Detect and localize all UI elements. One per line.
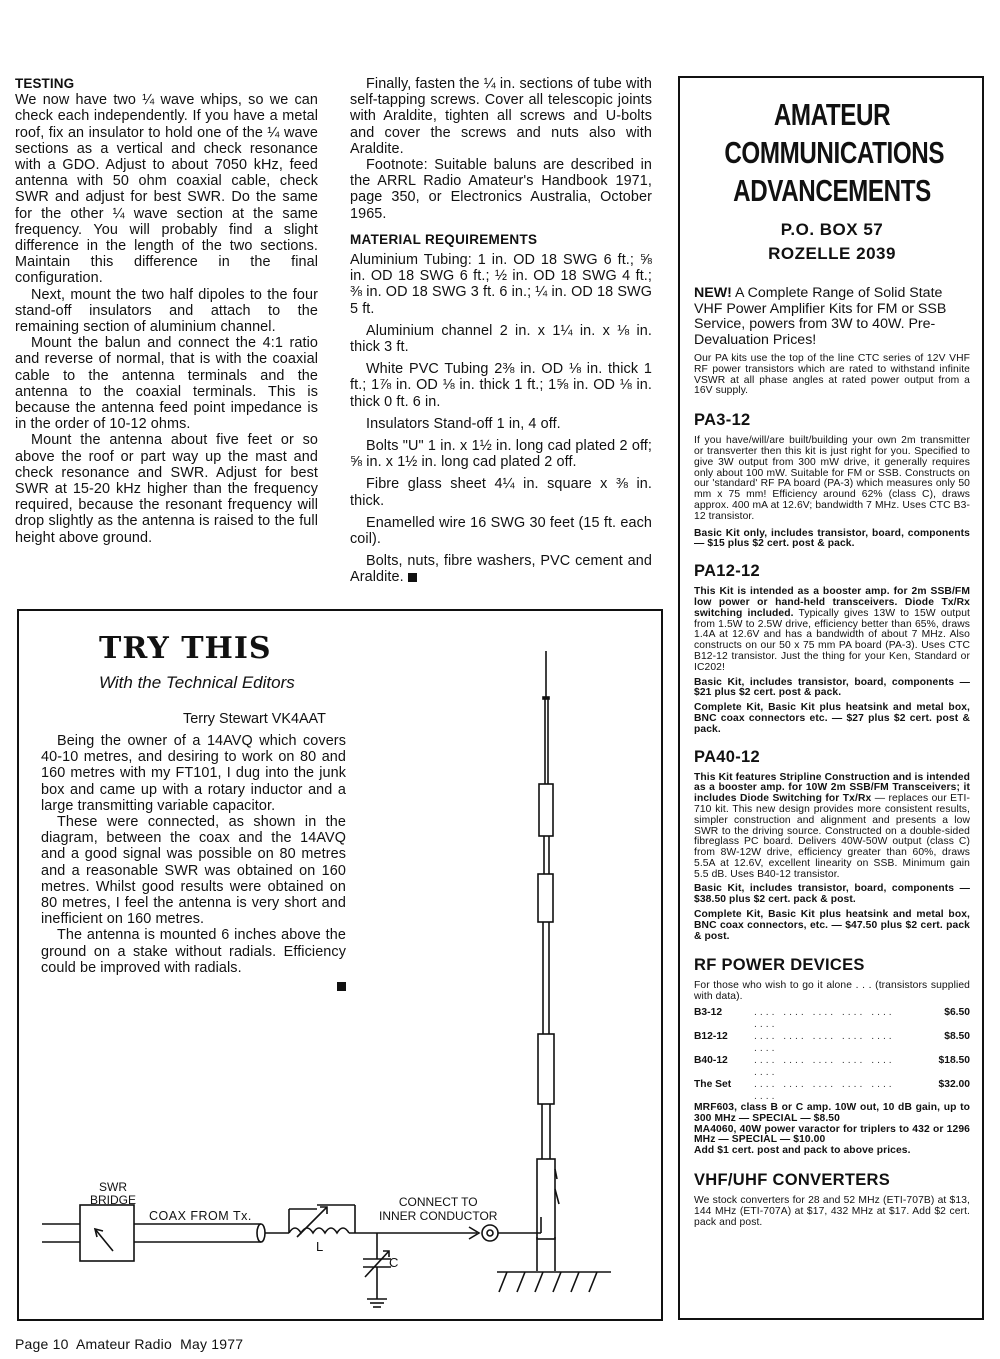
paragraph: We now have two ¼ wave whips, so we can check each independently. If you have a metal roof, fix an insulator to hold one of the ¼ wave sections as a vertical and check resonance with a GDO. Adjust to about 7050 kHz, feed antenna with 50 ohm coaxial cable, check SWR and adjust for best SWR. Do the same for the other ¼ wave section at the same frequency. You will probably find a slight difference in the length of the two sections. Maintain this difference in the final configuration.: [15, 92, 318, 287]
coax-label: COAX FROM Tx.: [149, 1209, 252, 1223]
end-of-article-mark: [408, 573, 417, 582]
vhf-uhf-converters-text: We stock converters for 28 and 52 MHz (ETI-707B) at $13, 144 MHz (ETI-707A) at $17, 432 MHz at $17. Add $2 cert. pack and post.: [694, 1195, 970, 1228]
material-item: Enamelled wire 16 SWG 30 feet (15 ft. each coil).: [350, 514, 652, 548]
rf-intro: For those who wish to go it alone . . . (transistors supplied with data).: [694, 980, 970, 1003]
article-column-1: [15, 76, 318, 546]
article-column-2: [350, 76, 652, 586]
paragraph: Mount the antenna about five feet or so above the roof or part way up the mast and check resonance and SWR. Adjust for best SWR at 15-20 kHz higher than the frequency required, because the resonant frequency will drop slightly as the antenna is raised to the full height above ground.: [15, 432, 318, 546]
coax-cable: [134, 1224, 289, 1242]
vertical-antenna: [537, 651, 559, 1239]
material-item: White PVC Tubing 2⅜ in. OD ⅛ in. thick 1 ft.; 1⅞ in. OD ⅛ in. thick 1 ft.; 1⅝ in. OD ⅛ in. thick 0 ft. 6 in.: [350, 361, 652, 410]
paragraph: Mount the balun and connect the 4:1 ratio and reverse of normal, that is with the coaxial cable to the antenna terminals and the antenna to the coaxial terminals. This is because the antenna feed point impedance is in the order of 10-12 ohms.: [15, 335, 318, 433]
pa3-heading: PA3-12: [694, 411, 751, 430]
section-heading-testing: TESTING: [15, 76, 75, 91]
footnote: Footnote: Suitable baluns are described in the ARRL Radio Amateur's Handbook 1971, page 350, or Electronics Australia, October 1965.: [350, 157, 652, 222]
swr-bridge: [42, 1205, 134, 1261]
rf-power-devices-heading: RF POWER DEVICES: [694, 956, 865, 975]
paragraph: Next, mount the two half dipoles to the four stand-off insulators and attach to the remaining section of aluminium channel.: [15, 286, 318, 336]
material-item: Fibre glass sheet 4¼ in. square x ⅜ in. thick.: [350, 476, 652, 509]
paragraph: Finally, fasten the ¼ in. sections of tube with self-tapping screws. Cover all telescopic joints with Araldite, tighten all screws and U-bolts and cover the screws and nuts also with Araldite.: [350, 76, 652, 157]
pa40-kit-price-basic: Basic Kit, includes transistor, board, components — $38.50 plus $2 cert. pack & post.: [694, 883, 970, 906]
inductor-label: L: [316, 1239, 324, 1254]
pa12-kit-price-basic: Basic Kit, includes transistor, board, components — $21 plus $2 cert. post & pack.: [694, 676, 970, 699]
try-this-box: [17, 609, 663, 1321]
material-item: Aluminium Tubing: 1 in. OD 18 SWG 6 ft.; ⅝ in. OD 18 SWG 6 ft.; ½ in. OD 18 SWG 4 ft.; ⅜ in. OD 18 SWG 3 ft. 6 in.; ¼ in. OD 18 SWG 5 ft.: [350, 252, 652, 317]
ad-title-line-1: AMATEUR: [773, 97, 891, 132]
pa12-kit-price-complete: Complete Kit, Basic Kit plus heatsink and metal box, BNC coax connectors etc. — $27 plus $2 cert. post & pack.: [694, 702, 970, 735]
paragraph: The antenna is mounted 6 inches above the ground on a stake without radials. Efficiency could be improved with radials.: [41, 927, 346, 976]
ad-title-line-2: COMMUNICATIONS: [724, 135, 945, 170]
paragraph: Being the owner of a 14AVQ which covers 40-10 metres, and desiring to work on 80 and 160 metres with my FT101, I dug into the junk box and came up with a rotary inductor and a large transmitting variable capacitor.: [41, 733, 346, 814]
material-requirements-heading: MATERIAL REQUIREMENTS: [350, 231, 538, 247]
page-footer: Page 10 Amateur Radio May 1977: [15, 1336, 244, 1352]
swr-label: SWR BRIDGE: [90, 1180, 137, 1207]
capacitor-symbol: [363, 1233, 391, 1307]
ad-address-line-2: ROZELLE 2039: [768, 244, 896, 263]
pa40-heading: PA40-12: [694, 747, 760, 766]
connect-label: CONNECT TO INNER CONDUCTOR: [379, 1195, 498, 1223]
pa40-kit-price-complete: Complete Kit, Basic Kit plus heatsink and metal box, BNC coax connectors, etc. — $47.50 plus $2 cert. pack & post.: [694, 909, 970, 942]
advertisement-box: [678, 76, 984, 1320]
pa3-kit-price: Basic Kit only, includes transistor, board, components — $15 plus $2 cert. post & pack.: [694, 527, 970, 550]
ma4060-offer: MA4060, 40W power varactor for triplers to 432 or 1296 MHz — SPECIAL — $10.00: [694, 1123, 970, 1146]
pa12-heading: PA12-12: [694, 562, 760, 581]
material-item: Aluminium channel 2 in. x 1¼ in. x ⅛ in. thick 3 ft.: [350, 322, 652, 356]
vhf-uhf-converters-heading: VHF/UHF CONVERTERS: [694, 1171, 891, 1190]
ad-title-line-3: ADVANCEMENTS: [733, 173, 931, 208]
material-item: Bolts "U" 1 in. x 1½ in. long cad plated 2 off; ⅝ in. x 1½ in. long cad plated 2 off.: [350, 438, 652, 471]
capacitor-label: C: [389, 1255, 399, 1270]
price-row: B40-12 .... .... .... .... .... .... $18.50: [694, 1055, 970, 1079]
ad-new-announcement: NEW! A Complete Range of Solid State VHF Power Amplifier Kits for FM or SSB Service, powers from 3W to 40W. Pre-Devaluation Prices!: [694, 285, 947, 348]
mrf603-offer: MRF603, class B or C amp. 10W out, 10 dB gain, up to 300 MHz — SPECIAL — $8.50: [694, 1102, 970, 1124]
price-row: B3-12 .... .... .... .... .... .... $6.50: [694, 1007, 970, 1031]
price-row: The Set .... .... .... .... .... .... $32.00: [694, 1079, 970, 1103]
try-this-subtitle: With the Technical Editors: [99, 673, 295, 692]
ground-stake: [497, 1237, 611, 1292]
material-item: Insulators Stand-off 1 in, 4 off.: [366, 415, 561, 432]
ad-intro: Our PA kits use the top of the line CTC series of 12V VHF RF power transistors which are rated to withstand infinite VSWR at all phase angles at rated power output from a 16V supply.: [694, 353, 970, 397]
author: Terry Stewart VK4AAT: [183, 711, 326, 727]
material-item: Bolts, nuts, fibre washers, PVC cement and Araldite.: [350, 553, 652, 586]
pa40-description: This Kit features Stripline Construction and is intended as a booster amp. for 10W 2m SSB/FM Transceivers; it includes Diode Switching for Tx/Rx — replaces our ETI-710 kit. This new design provides more consistent results, simpler construction and alignment and presents a low SWR to the driving source. Constructed on a double-sided fibreglass PC board. Delivers 40W-50W output (class C) from 8W-12W drive, efficiency greater than 60%, draws 5.5A at 12.6V, excellent linearity on SSB. Minimum gain 5.5 dB. Uses B40-12 transistor.: [694, 771, 970, 880]
pa12-description: This Kit is intended as a booster amp. for 2m SSB/FM low power or hand-held transceivers. Diode Tx/Rx switching included. Typically gives 13W to 15W output from 1.5W to 2.5W drive, efficiency better than 65%, draws 1.4A at 12.6V and has a bandwidth of about 7 MHz. Also constructs on our 50 x 75 mm PA board (PA-3). Uses CTC B12-12 transistor. Just the thing for your Ken, Standard or IC202!: [694, 586, 970, 673]
ad-address-line-1: P.O. BOX 57: [780, 220, 884, 239]
price-row: B12-12 .... .... .... .... .... .... $8.50: [694, 1031, 970, 1055]
try-this-title: TRY THIS: [99, 631, 272, 666]
pa3-description: If you have/will/are built/building your own 2m transmitter or transverter then this kit is just right for you. Specified to give 3W output from 300 mW drive, it generally requires only about 100 mW. Suitable for FM or SSB. Constructs on our 'standard' RF PA board (PA-3) which measures only 50 mm x 75 mm! Efficiency around 62% (class C), draws approx. 400 mA at 12.6V; bandwidth 7 MHz. Uses CTC B3-12 transistor.: [694, 435, 970, 522]
paragraph: These were connected, as shown in the diagram, between the coax and the 14AVQ and a good signal was possible on 80 metres and a reasonable SWR was obtained on 160 metres. Whilst good results were obtained on 80 metres, I feel the antenna is very short and inefficient on 160 metres.: [41, 814, 346, 928]
postage-note: Add $1 cert. post and pack to above prices.: [694, 1145, 911, 1157]
antenna-circuit-diagram: [17, 609, 663, 1321]
